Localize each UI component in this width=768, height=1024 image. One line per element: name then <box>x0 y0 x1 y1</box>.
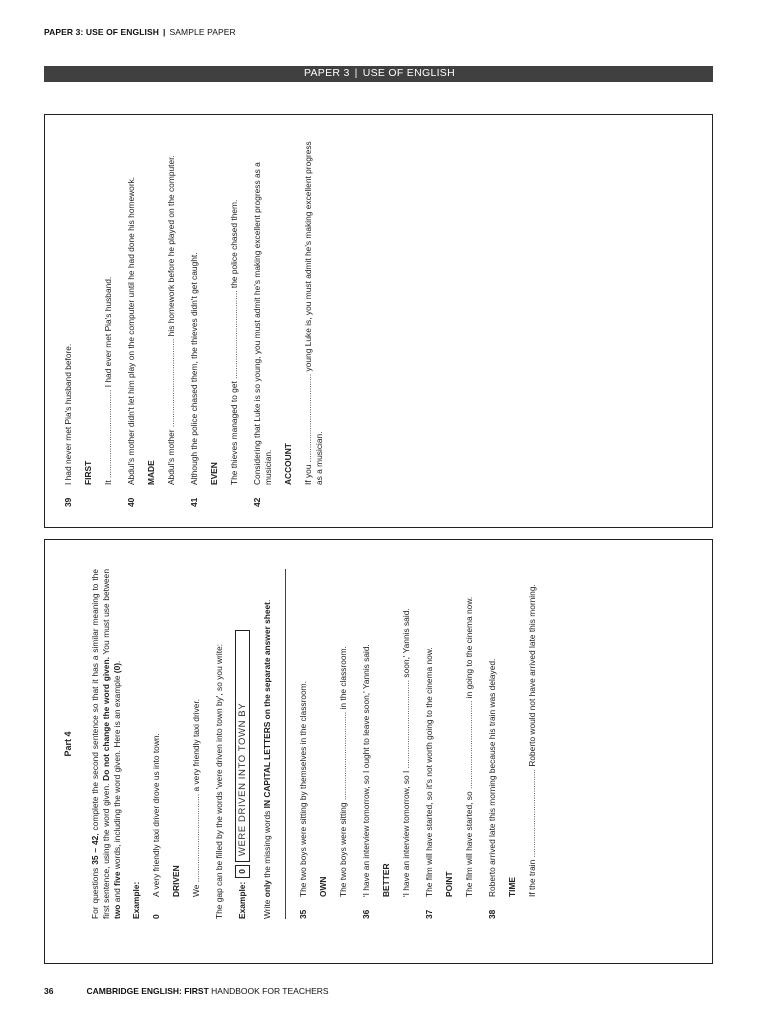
questions-panel-part4 <box>44 539 713 964</box>
question-sentence: The film will have started, so it's not worth going to the cinema now. <box>424 647 434 897</box>
question-keyword: BETTER <box>381 863 391 897</box>
question-keyword: FIRST <box>83 460 93 485</box>
question-keyword: ACCOUNT <box>283 443 293 485</box>
gap-explanation: The gap can be filled by the words 'were driven into town by', so you write: <box>214 643 224 919</box>
question-gap: We ...................................... a very friendly taxi driver. <box>191 698 201 897</box>
question-number: 36 <box>361 909 371 919</box>
question-38 <box>487 569 538 919</box>
page-number: 36 <box>44 986 54 996</box>
banner-paper: PAPER 3 <box>303 67 350 79</box>
question-sentence: I had never met Pia's husband before. <box>63 343 73 485</box>
footer-title: CAMBRIDGE ENGLISH: FIRST <box>86 986 209 996</box>
question-sentence: Roberto arrived late this morning because his train was delayed. <box>487 658 497 897</box>
write-instruction: Write only the missing words IN CAPITAL LETTERS on the separate answer sheet. <box>262 599 272 919</box>
question-keyword: POINT <box>444 871 454 897</box>
question-keyword: OWN <box>318 876 328 897</box>
page-footer <box>44 986 329 996</box>
question-40 <box>126 135 177 507</box>
question-keyword: MADE <box>146 460 156 485</box>
answer-number-box: 0 <box>235 865 250 878</box>
question-keyword: TIME <box>507 876 517 897</box>
question-gap: The two boys were sitting ...................................... in the classroom. <box>338 646 348 897</box>
question-sentence: Although the police chased them, the thieves didn't get caught. <box>189 252 199 485</box>
question-sentence: 'I have an interview tomorrow, so I ought to leave soon,' Yannis said. <box>361 644 371 897</box>
question-gap: The film will have started, so ...................................... in going to the cinema now. <box>464 596 474 897</box>
question-sentence: Considering that Luke is so young, you must admit he's making excellent progress as a musician. <box>252 162 273 485</box>
question-35 <box>298 569 349 919</box>
example-question <box>151 569 202 919</box>
header-sample: SAMPLE PAPER <box>169 27 236 37</box>
question-36 <box>361 569 412 919</box>
page-header <box>44 27 236 37</box>
banner-separator: | <box>354 67 358 79</box>
question-keyword: EVEN <box>209 462 219 485</box>
question-keyword: DRIVEN <box>171 865 181 897</box>
header-paper: PAPER 3: USE OF ENGLISH <box>44 27 160 37</box>
footer-subtitle: HANDBOOK FOR TEACHERS <box>208 986 329 996</box>
question-39 <box>63 135 114 507</box>
part-title: Part 4 <box>63 731 73 757</box>
banner-section: USE OF ENGLISH <box>362 67 455 79</box>
question-number: 38 <box>487 909 497 919</box>
question-number: 37 <box>424 909 434 919</box>
divider <box>285 569 286 919</box>
question-gap: 'I have an interview tomorrow, so I ...................................... soon,' Yannis said. <box>401 608 411 897</box>
question-gap: Abdul's mother ...................................... his homework before he played on the computer. <box>166 155 176 485</box>
section-banner <box>44 66 713 82</box>
question-37 <box>424 569 475 919</box>
instructions: For questions 35 – 42, complete the second sentence so that it has a similar meaning to the first sentence, using the word given. Do not change the word given. You must use between two and five words, including the word given. Here is an example (0). <box>90 568 122 919</box>
answer-label: Example: <box>237 881 247 919</box>
questions-panel-39-42 <box>44 114 713 528</box>
question-number: 40 <box>126 497 136 507</box>
question-gap: The thieves managed to get ...................................... the police chased them. <box>229 199 239 485</box>
question-42 <box>252 135 325 507</box>
question-sentence: The two boys were sitting by themselves in the classroom. <box>298 681 308 897</box>
question-sentence: Abdul's mother didn't let him play on the computer until he had done his homework. <box>126 176 136 485</box>
question-sentence: A very friendly taxi driver drove us into town. <box>151 733 161 897</box>
example-heading: Example: <box>131 881 141 919</box>
answer-box: WERE DRIVEN INTO TOWN BY <box>235 630 250 862</box>
question-number: 42 <box>252 497 262 507</box>
question-number: 39 <box>63 497 73 507</box>
question-41 <box>189 135 240 507</box>
header-separator: | <box>163 27 166 37</box>
question-number: 0 <box>151 914 161 919</box>
question-number: 41 <box>189 497 199 507</box>
question-gap: If the train ...................................... Roberto would not have arrived late this morning. <box>527 584 537 897</box>
question-gap: If you ...................................... young Luke is, you must admit he's making excellent progress as a musician. <box>303 141 324 485</box>
question-number: 35 <box>298 909 308 919</box>
question-gap: It ...................................... I had ever met Pia's husband. <box>103 276 113 485</box>
example-answer <box>235 569 250 919</box>
